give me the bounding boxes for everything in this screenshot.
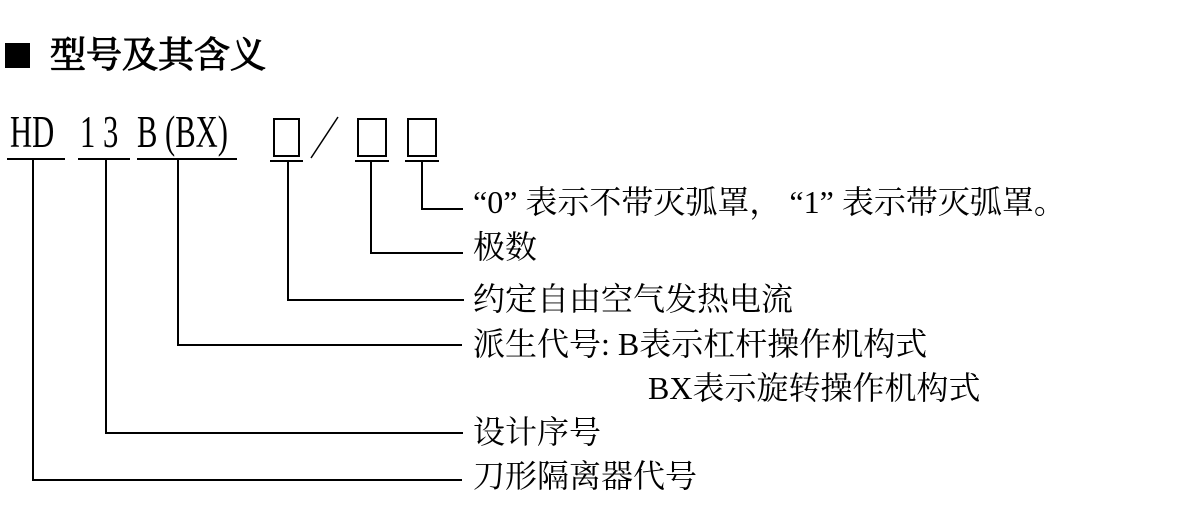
label-design-number: 设计序号 <box>473 414 602 450</box>
leader-product-code <box>33 159 462 480</box>
leader-design-number <box>106 159 463 433</box>
model-prefix-code: HD <box>10 107 55 157</box>
derivative-code: B (BX) <box>137 107 228 157</box>
section-title: 型号及其含义 <box>50 34 267 75</box>
label-product-code: 刀形隔离器代号 <box>473 458 698 494</box>
arc-chute-placeholder-box <box>407 118 437 157</box>
poles-placeholder-box <box>357 118 387 157</box>
label-current: 约定自由空气发热电流 <box>473 281 794 317</box>
section-bullet-square-icon <box>5 43 30 68</box>
fraction-slash <box>311 117 338 158</box>
label-arc-chute: “0” 表示不带灭弧罩， “1” 表示带灭弧罩。 <box>473 184 1066 220</box>
design-number-code: 1 3 <box>80 107 119 157</box>
leader-poles <box>371 160 463 253</box>
label-derivative-line1: 派生代号: B表示杠杆操作机构式 <box>473 326 928 362</box>
label-derivative-line2: BX表示旋转操作机构式 <box>648 370 981 406</box>
current-placeholder-box <box>273 118 300 157</box>
leader-derivative <box>178 159 462 345</box>
leader-arc-chute <box>422 160 463 209</box>
label-poles: 极数 <box>473 229 538 265</box>
leader-current <box>288 160 464 300</box>
